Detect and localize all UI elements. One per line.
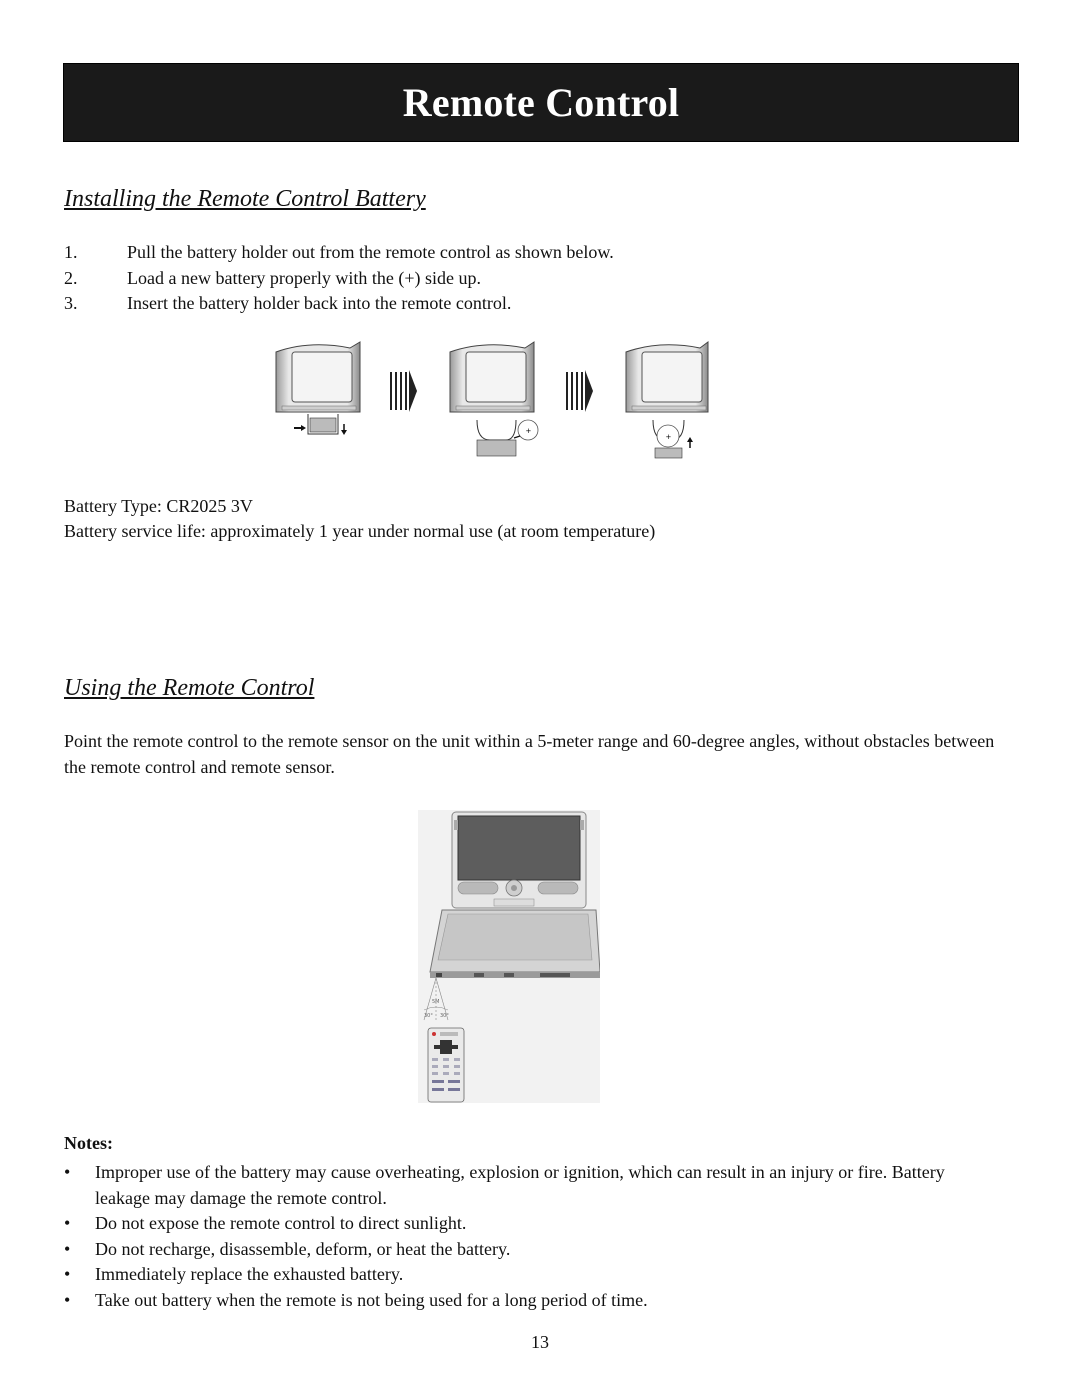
using-remote-heading: Using the Remote Control (64, 675, 315, 701)
remote-bottom-step1 (276, 342, 360, 435)
notes-title: Notes: (64, 1133, 113, 1153)
page-number: 13 (531, 1332, 549, 1352)
title-bar (63, 63, 1019, 142)
unit-remote-illustration (418, 810, 600, 1103)
remote-bottom-step3 (626, 342, 708, 458)
arrow-right-icon (566, 370, 593, 412)
remote-bottom-step2 (450, 342, 538, 456)
range-label: 5M (432, 999, 440, 1005)
page-title: Remote Control (402, 80, 680, 125)
step-text: Pull the battery holder out from the remote control as shown below. (127, 242, 614, 262)
battery-install-illustration (270, 336, 720, 466)
step-number: 3. (64, 293, 78, 313)
using-remote-text: Point the remote control to the remote sensor on the unit within a 5-meter range and 60-degree angles, without obstacles between the remote control and remote sensor. (64, 731, 995, 777)
list-item: • Immediately replace the exhausted battery. (64, 1262, 1004, 1288)
list-item: • Do not recharge, disassemble, deform, or heat the battery. (64, 1237, 1004, 1263)
dvd-player-image (430, 812, 600, 978)
step-text: Insert the battery holder back into the remote control. (127, 293, 512, 313)
list-item (64, 266, 614, 292)
list-item: • Improper use of the battery may cause overheating, explosion or ignition, which can result in an injury or fire. Battery leakage may damage the remote control. (64, 1160, 1004, 1211)
angle-right-label: 30° (440, 1013, 449, 1019)
arrow-right-icon (390, 370, 417, 412)
notes-list (64, 1160, 1004, 1313)
battery-life-text: Battery service life: approximately 1 year under normal use (at room temperature) (64, 521, 656, 541)
list-item (64, 291, 614, 317)
install-battery-heading: Installing the Remote Control Battery (64, 186, 426, 212)
remote-control-image (428, 1028, 464, 1102)
step-number: 1. (64, 242, 78, 262)
plus-label: + (665, 433, 672, 441)
list-item (64, 240, 614, 266)
list-item: • Take out battery when the remote is not being used for a long period of time. (64, 1288, 1004, 1314)
angle-left-label: 30° (424, 1013, 433, 1019)
step-number: 2. (64, 267, 78, 288)
step-text: Load a new battery properly with the (+) side up. (127, 267, 482, 288)
list-item: • Do not expose the remote control to direct sunlight. (64, 1211, 1004, 1237)
install-steps-list (64, 240, 614, 317)
battery-type-text: Battery Type: CR2025 3V (64, 496, 253, 516)
plus-label: + (525, 427, 532, 435)
